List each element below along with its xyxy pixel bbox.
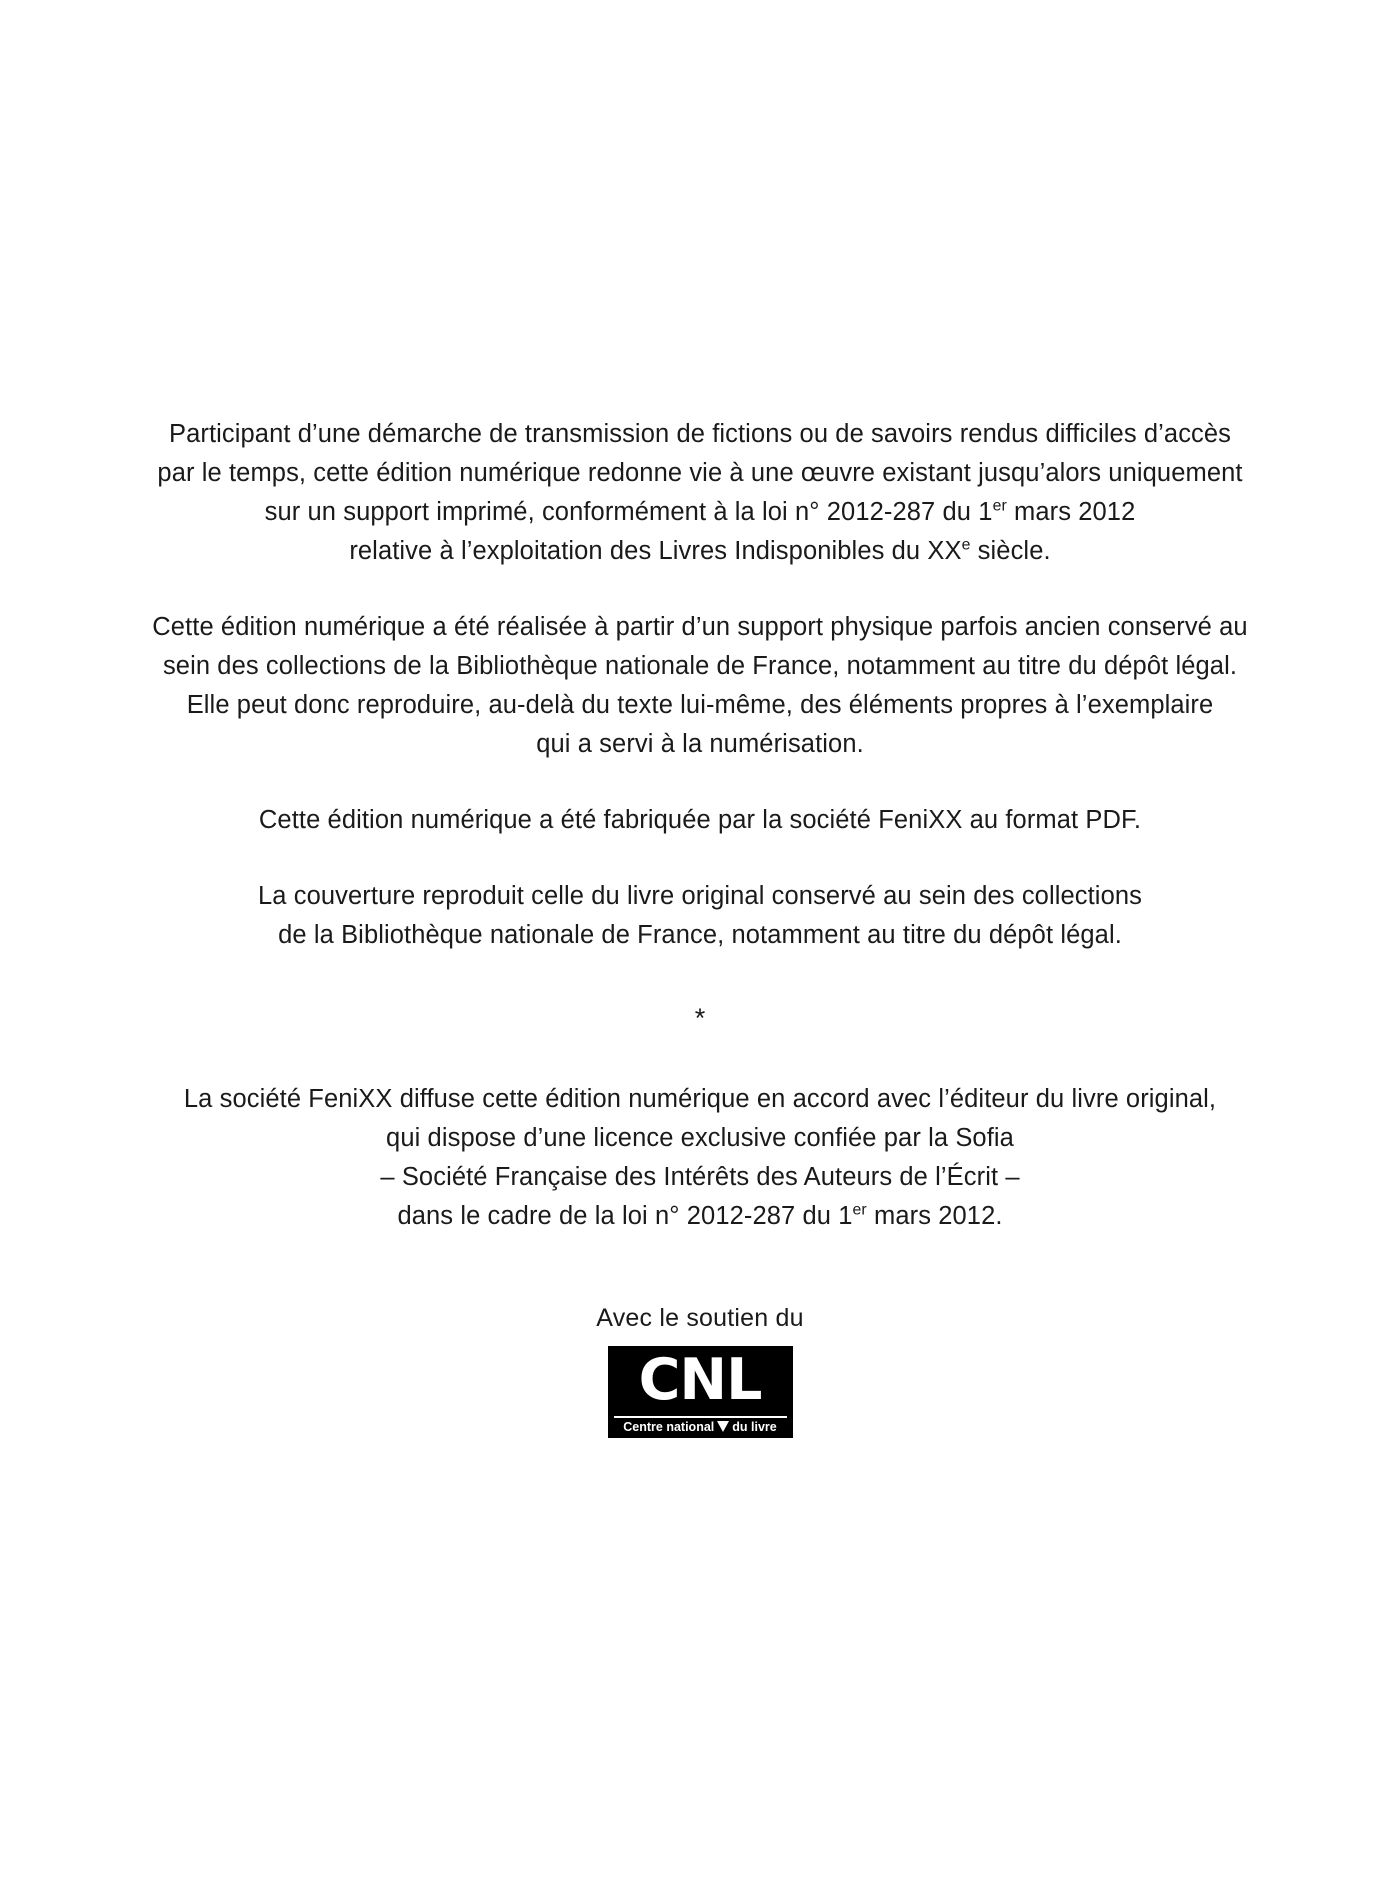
legal-notice-block bbox=[0, 415, 1400, 1438]
cnl-acronym: CNL bbox=[638, 1347, 762, 1413]
paragraph-source bbox=[140, 608, 1260, 764]
section-separator-asterisk: * bbox=[694, 1003, 706, 1033]
support-section bbox=[0, 1302, 1400, 1438]
paragraph-source-line-4: qui a servi à la numérisation. bbox=[536, 730, 864, 758]
paragraph-intro-line-2: par le temps, cette édition numérique redonne vie à une œuvre existant jusqu’alors uniquement bbox=[157, 459, 1243, 487]
paragraph-diffusion-line-4: dans le cadre de la loi n° 2012-287 du 1er mars 2012. bbox=[397, 1201, 1003, 1230]
paragraph-diffusion-line-1: La société FeniXX diffuse cette édition numérique en accord avec l’éditeur du livre original, bbox=[183, 1085, 1217, 1113]
cnl-subtitle bbox=[608, 1418, 793, 1436]
cnl-logo bbox=[608, 1346, 793, 1438]
paragraph-format-line-1: Cette édition numérique a été fabriquée par la société FeniXX au format PDF. bbox=[258, 806, 1142, 834]
paragraph-source-line-1: Cette édition numérique a été réalisée à partir d’un support physique parfois ancien conservé au bbox=[152, 613, 1248, 641]
cnl-subtitle-right: du livre bbox=[732, 1420, 777, 1434]
paragraph-intro-line-4: relative à l’exploitation des Livres Indisponibles du XXe siècle. bbox=[349, 536, 1051, 565]
paragraph-source-line-2: sein des collections de la Bibliothèque nationale de France, notamment au titre du dépôt légal. bbox=[162, 652, 1238, 680]
paragraph-intro-line-1: Participant d’une démarche de transmission de fictions ou de savoirs rendus difficiles d’accès bbox=[168, 420, 1232, 448]
paragraph-format bbox=[200, 801, 1200, 840]
paragraph-source-line-3: Elle peut donc reproduire, au-delà du texte lui-même, des éléments propres à l’exemplaire bbox=[186, 691, 1214, 719]
support-label: Avec le soutien du bbox=[596, 1304, 804, 1332]
cnl-subtitle-left: Centre national bbox=[623, 1420, 715, 1434]
paragraph-diffusion-line-3: – Société Française des Intérêts des Auteurs de l’Écrit – bbox=[380, 1163, 1020, 1191]
paragraph-diffusion bbox=[160, 1080, 1240, 1236]
paragraph-cover bbox=[180, 877, 1220, 955]
paragraph-intro-line-3: sur un support imprimé, conformément à la loi n° 2012-287 du 1er mars 2012 bbox=[264, 497, 1136, 526]
paragraph-cover-line-2: de la Bibliothèque nationale de France, notamment au titre du dépôt légal. bbox=[278, 921, 1122, 949]
cnl-tick-icon bbox=[717, 1421, 729, 1432]
paragraph-diffusion-line-2: qui dispose d’une licence exclusive confiée par la Sofia bbox=[386, 1124, 1014, 1152]
paragraph-cover-line-1: La couverture reproduit celle du livre original conservé au sein des collections bbox=[258, 882, 1142, 910]
paragraph-intro bbox=[155, 415, 1245, 571]
